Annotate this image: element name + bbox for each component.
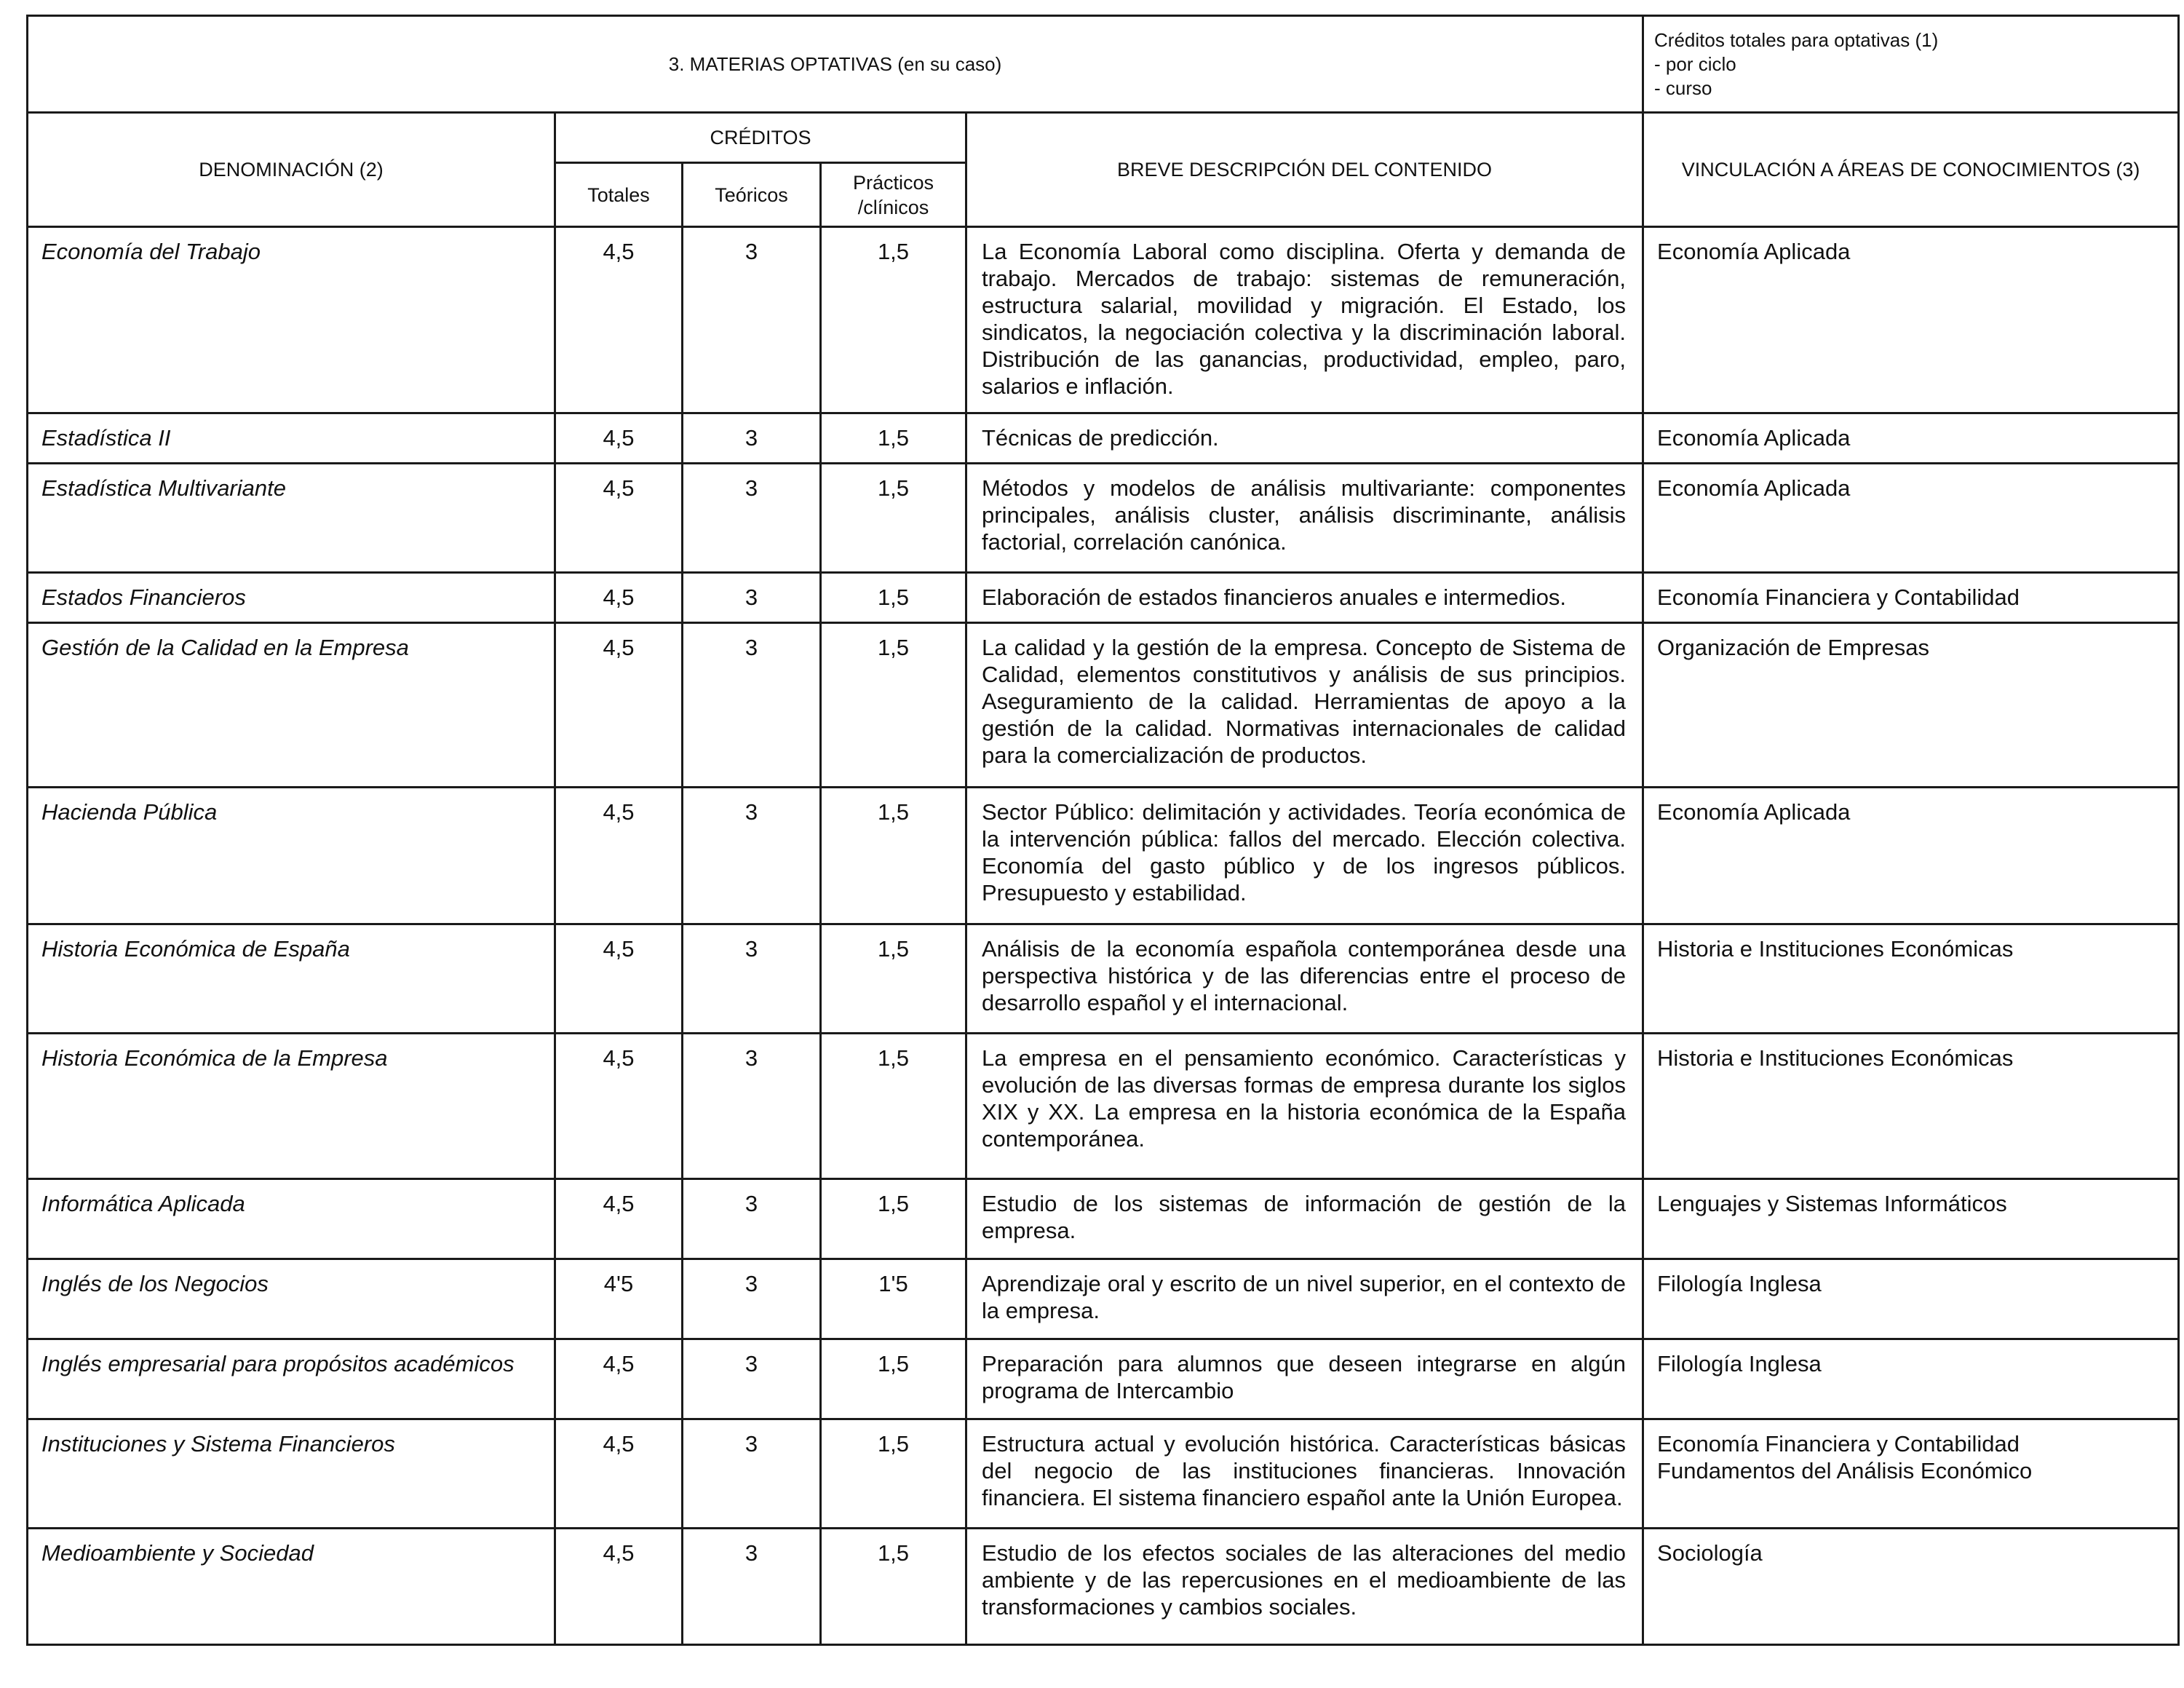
table-row	[28, 623, 2179, 788]
subject-name: Gestión de la Calidad en la Empresa	[28, 623, 555, 788]
credits-total-line: - curso	[1654, 77, 1712, 99]
knowledge-area: Sociología	[1657, 1540, 1763, 1566]
knowledge-area: Economía Financiera y Contabilidad	[1657, 585, 2020, 610]
knowledge-area: Economía Financiera y Contabilidad	[1657, 1431, 2020, 1457]
knowledge-area: Filología Inglesa	[1657, 1271, 1822, 1296]
col-practicos	[821, 163, 966, 227]
content-description: Aprendizaje oral y escrito de un nivel superior, en el contexto de la empresa.	[966, 1259, 1643, 1339]
knowledge-area: Historia e Instituciones Económicas	[1657, 936, 2014, 962]
title-row	[28, 16, 2179, 113]
credits-total-line: - por ciclo	[1654, 53, 1736, 75]
subject-name: Economía del Trabajo	[28, 227, 555, 413]
subject-name: Estados Financieros	[28, 573, 555, 623]
col-practicos-line: Prácticos	[852, 171, 934, 194]
credits-totales: 4,5	[555, 464, 683, 573]
knowledge-areas	[1643, 573, 2179, 623]
subject-name: Historia Económica de España	[28, 924, 555, 1034]
knowledge-areas	[1643, 1034, 2179, 1179]
knowledge-area: Economía Aplicada	[1657, 425, 1851, 451]
credits-practicos: 1,5	[821, 623, 966, 788]
knowledge-areas	[1643, 623, 2179, 788]
credits-teoricos: 3	[683, 924, 821, 1034]
materias-optativas-table	[26, 15, 2180, 1646]
table-row	[28, 227, 2179, 413]
credits-practicos: 1,5	[821, 227, 966, 413]
credits-practicos: 1,5	[821, 1529, 966, 1645]
credits-totales: 4,5	[555, 1034, 683, 1179]
knowledge-area: Economía Aplicada	[1657, 799, 1851, 825]
content-description: Técnicas de predicción.	[966, 413, 1643, 464]
knowledge-areas	[1643, 788, 2179, 924]
content-description: Estudio de los sistemas de información de gestión de la empresa.	[966, 1179, 1643, 1259]
col-creditos: CRÉDITOS	[555, 113, 966, 163]
credits-teoricos: 3	[683, 1259, 821, 1339]
credits-teoricos: 3	[683, 573, 821, 623]
credits-teoricos: 3	[683, 464, 821, 573]
credits-teoricos: 3	[683, 1179, 821, 1259]
credits-practicos: 1,5	[821, 788, 966, 924]
knowledge-area: Historia e Instituciones Económicas	[1657, 1045, 2014, 1071]
col-denominacion: DENOMINACIÓN (2)	[28, 113, 555, 227]
content-description: La Economía Laboral como disciplina. Oferta y demanda de trabajo. Mercados de trabajo: sistemas de remuneración, estructura salarial, movilidad y migración. El Estado, los sindicatos, la negociación colectiva y la discriminación laboral. Distribución de las ganancias, productividad, empleo, paro, salarios e inflación.	[966, 227, 1643, 413]
content-description: La empresa en el pensamiento económico. Características y evolución de las diversas formas de empresa durante los siglos XIX y XX. La empresa en la historia económica de la España contemporánea.	[966, 1034, 1643, 1179]
credits-practicos: 1,5	[821, 413, 966, 464]
section-title: 3. MATERIAS OPTATIVAS (en su caso)	[28, 16, 1643, 113]
table-row	[28, 1419, 2179, 1529]
credits-teoricos: 3	[683, 1419, 821, 1529]
knowledge-area: Economía Aplicada	[1657, 475, 1851, 501]
table-row	[28, 1529, 2179, 1645]
knowledge-areas	[1643, 1179, 2179, 1259]
subject-name: Medioambiente y Sociedad	[28, 1529, 555, 1645]
subject-name: Inglés empresarial para propósitos académicos	[28, 1339, 555, 1419]
content-description: Preparación para alumnos que deseen integrarse en algún programa de Intercambio	[966, 1339, 1643, 1419]
subject-name: Hacienda Pública	[28, 788, 555, 924]
credits-totales: 4,5	[555, 788, 683, 924]
credits-totales: 4,5	[555, 623, 683, 788]
content-description: Estudio de los efectos sociales de las alteraciones del medio ambiente y de las repercusiones en el medioambiente de las transformaciones y cambios sociales.	[966, 1529, 1643, 1645]
credits-practicos: 1,5	[821, 464, 966, 573]
credits-totales: 4,5	[555, 1339, 683, 1419]
credits-practicos: 1,5	[821, 1179, 966, 1259]
credits-totales: 4,5	[555, 1179, 683, 1259]
credits-practicos: 1,5	[821, 1034, 966, 1179]
knowledge-area: Economía Aplicada	[1657, 239, 1851, 264]
credits-teoricos: 3	[683, 1034, 821, 1179]
knowledge-areas	[1643, 1339, 2179, 1419]
col-teoricos: Teóricos	[683, 163, 821, 227]
knowledge-area: Lenguajes y Sistemas Informáticos	[1657, 1191, 2007, 1216]
credits-practicos: 1,5	[821, 1419, 966, 1529]
credits-teoricos: 3	[683, 623, 821, 788]
knowledge-areas	[1643, 924, 2179, 1034]
credits-totales: 4,5	[555, 1529, 683, 1645]
knowledge-areas	[1643, 1259, 2179, 1339]
credits-total-note	[1643, 16, 2179, 113]
subject-name: Informática Aplicada	[28, 1179, 555, 1259]
subject-name: Inglés de los Negocios	[28, 1259, 555, 1339]
credits-practicos: 1'5	[821, 1259, 966, 1339]
table-row	[28, 924, 2179, 1034]
credits-teoricos: 3	[683, 788, 821, 924]
col-descripcion: BREVE DESCRIPCIÓN DEL CONTENIDO	[966, 113, 1643, 227]
credits-practicos: 1,5	[821, 1339, 966, 1419]
credits-teoricos: 3	[683, 413, 821, 464]
optativas-sheet	[26, 15, 2177, 1646]
content-description: Métodos y modelos de análisis multivariante: componentes principales, análisis cluster, análisis discriminante, análisis factorial, correlación canónica.	[966, 464, 1643, 573]
table-row	[28, 1259, 2179, 1339]
column-header-row	[28, 113, 2179, 163]
credits-teoricos: 3	[683, 1339, 821, 1419]
content-description: Elaboración de estados financieros anuales e intermedios.	[966, 573, 1643, 623]
credits-totales: 4,5	[555, 573, 683, 623]
knowledge-areas	[1643, 1419, 2179, 1529]
credits-total-line: Créditos totales para optativas (1)	[1654, 29, 1939, 51]
content-description: La calidad y la gestión de la empresa. Concepto de Sistema de Calidad, elementos constitutivos y análisis de sus principios. Aseguramiento de la calidad. Herramientas de apoyo a la gestión de la calidad. Normativas internacionales de calidad para la comercialización de productos.	[966, 623, 1643, 788]
table-row	[28, 1179, 2179, 1259]
credits-totales: 4,5	[555, 1419, 683, 1529]
credits-totales: 4'5	[555, 1259, 683, 1339]
credits-teoricos: 3	[683, 1529, 821, 1645]
subject-name: Estadística Multivariante	[28, 464, 555, 573]
col-vinculacion: VINCULACIÓN A ÁREAS DE CONOCIMIENTOS (3)	[1643, 113, 2179, 227]
subject-name: Historia Económica de la Empresa	[28, 1034, 555, 1179]
content-description: Sector Público: delimitación y actividades. Teoría económica de la intervención pública: fallos del mercado. Elección colectiva. Economía del gasto público y de los ingresos públicos. Presupuesto y estabilidad.	[966, 788, 1643, 924]
knowledge-area: Fundamentos del Análisis Económico	[1657, 1458, 2033, 1483]
col-practicos-line: /clínicos	[857, 196, 929, 218]
knowledge-area: Organización de Empresas	[1657, 635, 1929, 660]
table-row	[28, 1034, 2179, 1179]
table-row	[28, 1339, 2179, 1419]
table-row	[28, 413, 2179, 464]
knowledge-area: Filología Inglesa	[1657, 1351, 1822, 1376]
table-row	[28, 573, 2179, 623]
subject-name: Instituciones y Sistema Financieros	[28, 1419, 555, 1529]
knowledge-areas	[1643, 227, 2179, 413]
col-totales: Totales	[555, 163, 683, 227]
knowledge-areas	[1643, 1529, 2179, 1645]
table-row	[28, 464, 2179, 573]
credits-practicos: 1,5	[821, 573, 966, 623]
credits-teoricos: 3	[683, 227, 821, 413]
credits-totales: 4,5	[555, 227, 683, 413]
table-row	[28, 788, 2179, 924]
content-description: Análisis de la economía española contemporánea desde una perspectiva histórica y de las diferencias entre el proceso de desarrollo español y el internacional.	[966, 924, 1643, 1034]
credits-totales: 4,5	[555, 924, 683, 1034]
credits-totales: 4,5	[555, 413, 683, 464]
content-description: Estructura actual y evolución histórica. Características básicas del negocio de las instituciones financieras. Innovación financiera. El sistema financiero español ante la Unión Europea.	[966, 1419, 1643, 1529]
knowledge-areas	[1643, 413, 2179, 464]
credits-practicos: 1,5	[821, 924, 966, 1034]
knowledge-areas	[1643, 464, 2179, 573]
subject-name: Estadística II	[28, 413, 555, 464]
